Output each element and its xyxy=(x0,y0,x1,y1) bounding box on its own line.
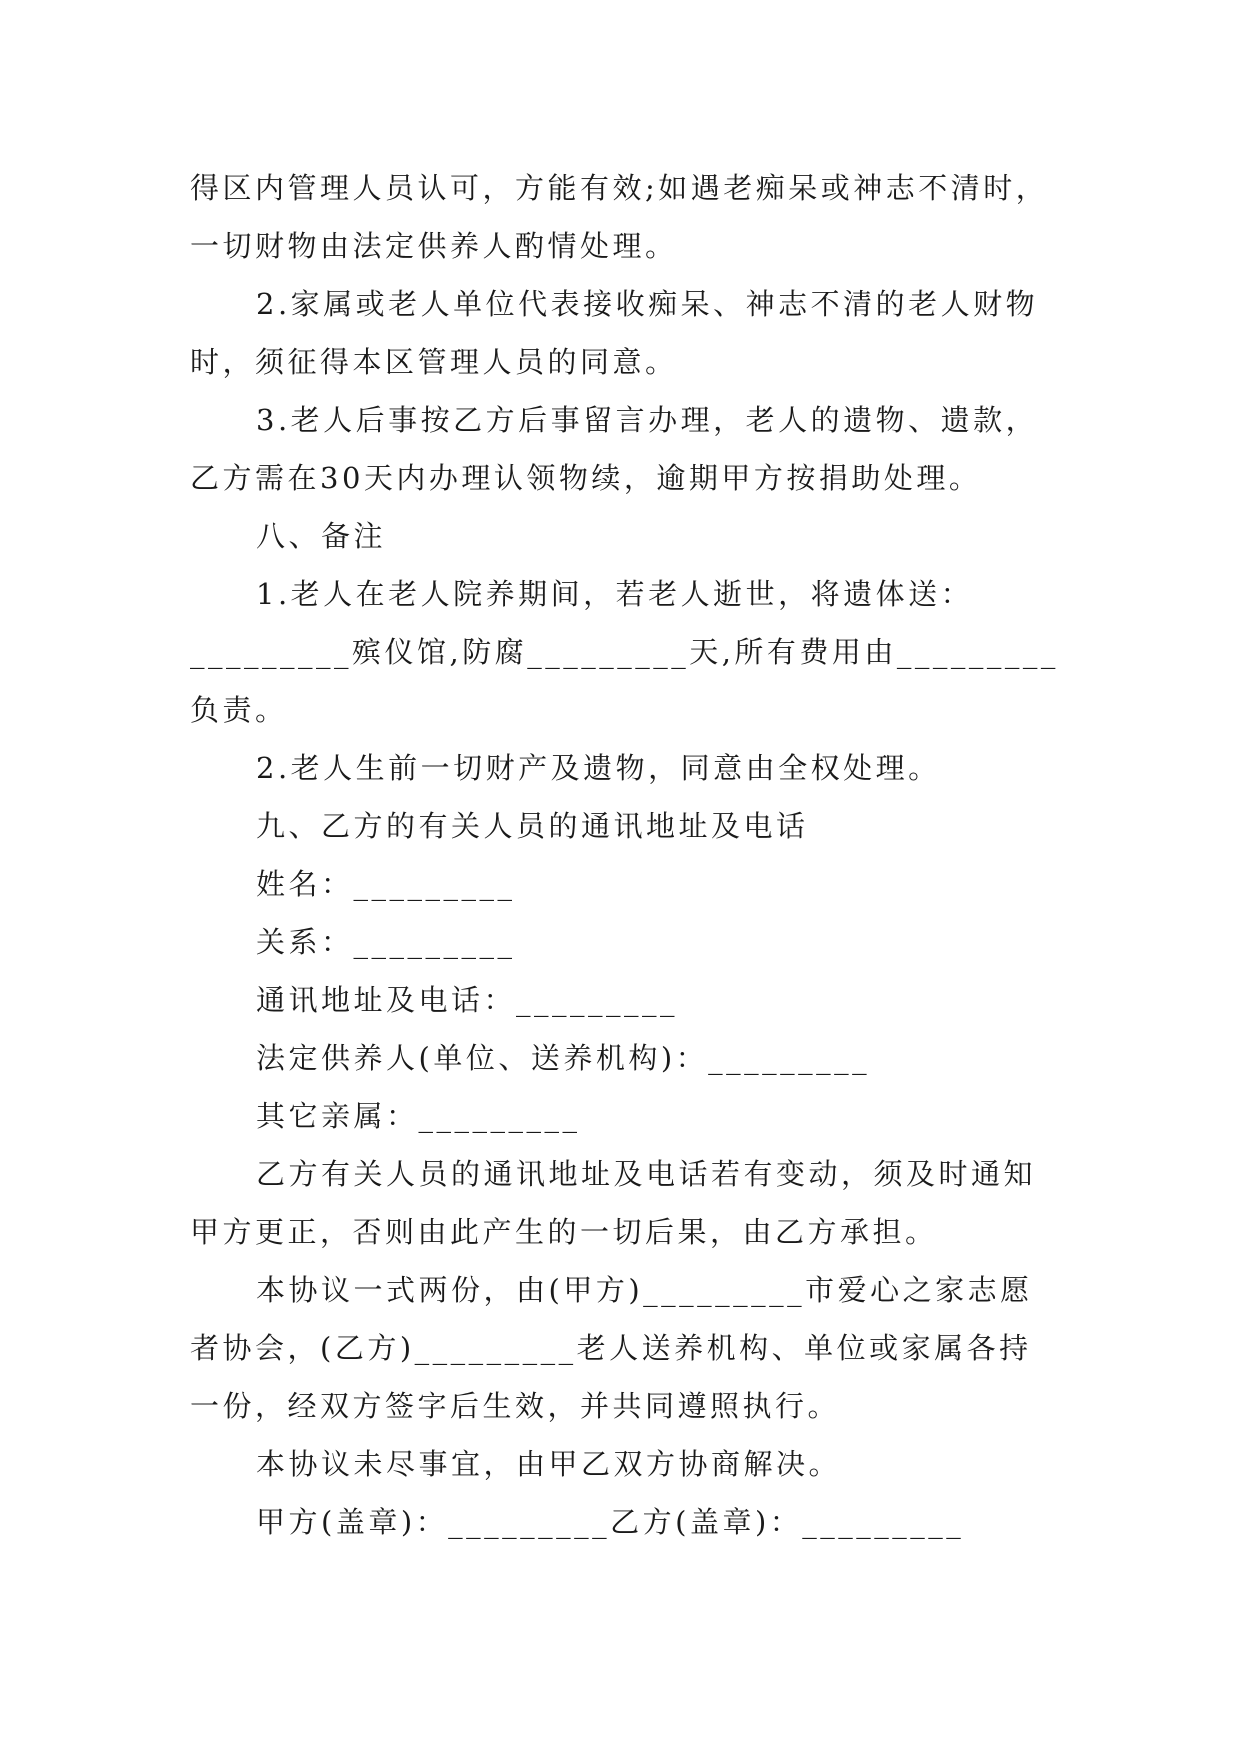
body-text-line: 本协议未尽事宜，由甲乙双方协商解决。 xyxy=(256,1447,842,1481)
section-heading-contacts: 九、乙方的有关人员的通讯地址及电话 xyxy=(256,809,809,843)
body-text-line: 者协会，(乙方)_________老人送养机构、单位或家属各持 xyxy=(190,1331,1032,1365)
body-text-line: 得区内管理人员认可，方能有效;如遇老痴呆或神志不清时， xyxy=(190,171,1049,205)
body-text-line: 乙方需在30天内办理认领物续，逾期甲方按捐助处理。 xyxy=(190,461,982,495)
signature-line: 甲方(盖章)：_________乙方(盖章)：_________ xyxy=(256,1505,965,1539)
body-text-line: 一切财物由法定供养人酌情处理。 xyxy=(190,229,678,263)
body-text-line: 时，须征得本区管理人员的同意。 xyxy=(190,345,678,379)
field-name: 姓名：_________ xyxy=(256,867,516,901)
body-text-line-blanks: _________殡仪馆,防腐_________天,所有费用由_________ xyxy=(190,635,1059,669)
clause-item-3: 3.老人后事按乙方后事留言办理，老人的遗物、遗款， xyxy=(256,403,1039,437)
body-text-line: 乙方有关人员的通讯地址及电话若有变动，须及时通知 xyxy=(256,1157,1037,1191)
remark-item-2: 2.老人生前一切财产及遗物，同意由全权处理。 xyxy=(256,751,941,785)
body-text-line: 本协议一式两份，由(甲方)_________市爱心之家志愿 xyxy=(256,1273,1033,1307)
remark-item-1: 1.老人在老人院养期间，若老人逝世，将遗体送： xyxy=(256,577,974,611)
field-relation: 关系：_________ xyxy=(256,925,516,959)
field-address-phone: 通讯地址及电话：_________ xyxy=(256,983,679,1017)
body-text-line: 负责。 xyxy=(190,693,288,727)
clause-item-2: 2.家属或老人单位代表接收痴呆、神志不清的老人财物 xyxy=(256,287,1039,321)
field-other-relatives: 其它亲属：_________ xyxy=(256,1099,581,1133)
body-text-line: 一份，经双方签字后生效，并共同遵照执行。 xyxy=(190,1389,841,1423)
section-heading-remarks: 八、备注 xyxy=(256,519,387,553)
field-legal-supporter: 法定供养人(单位、送养机构)：_________ xyxy=(256,1041,871,1075)
body-text-line: 甲方更正，否则由此产生的一切后果，由乙方承担。 xyxy=(190,1215,938,1249)
